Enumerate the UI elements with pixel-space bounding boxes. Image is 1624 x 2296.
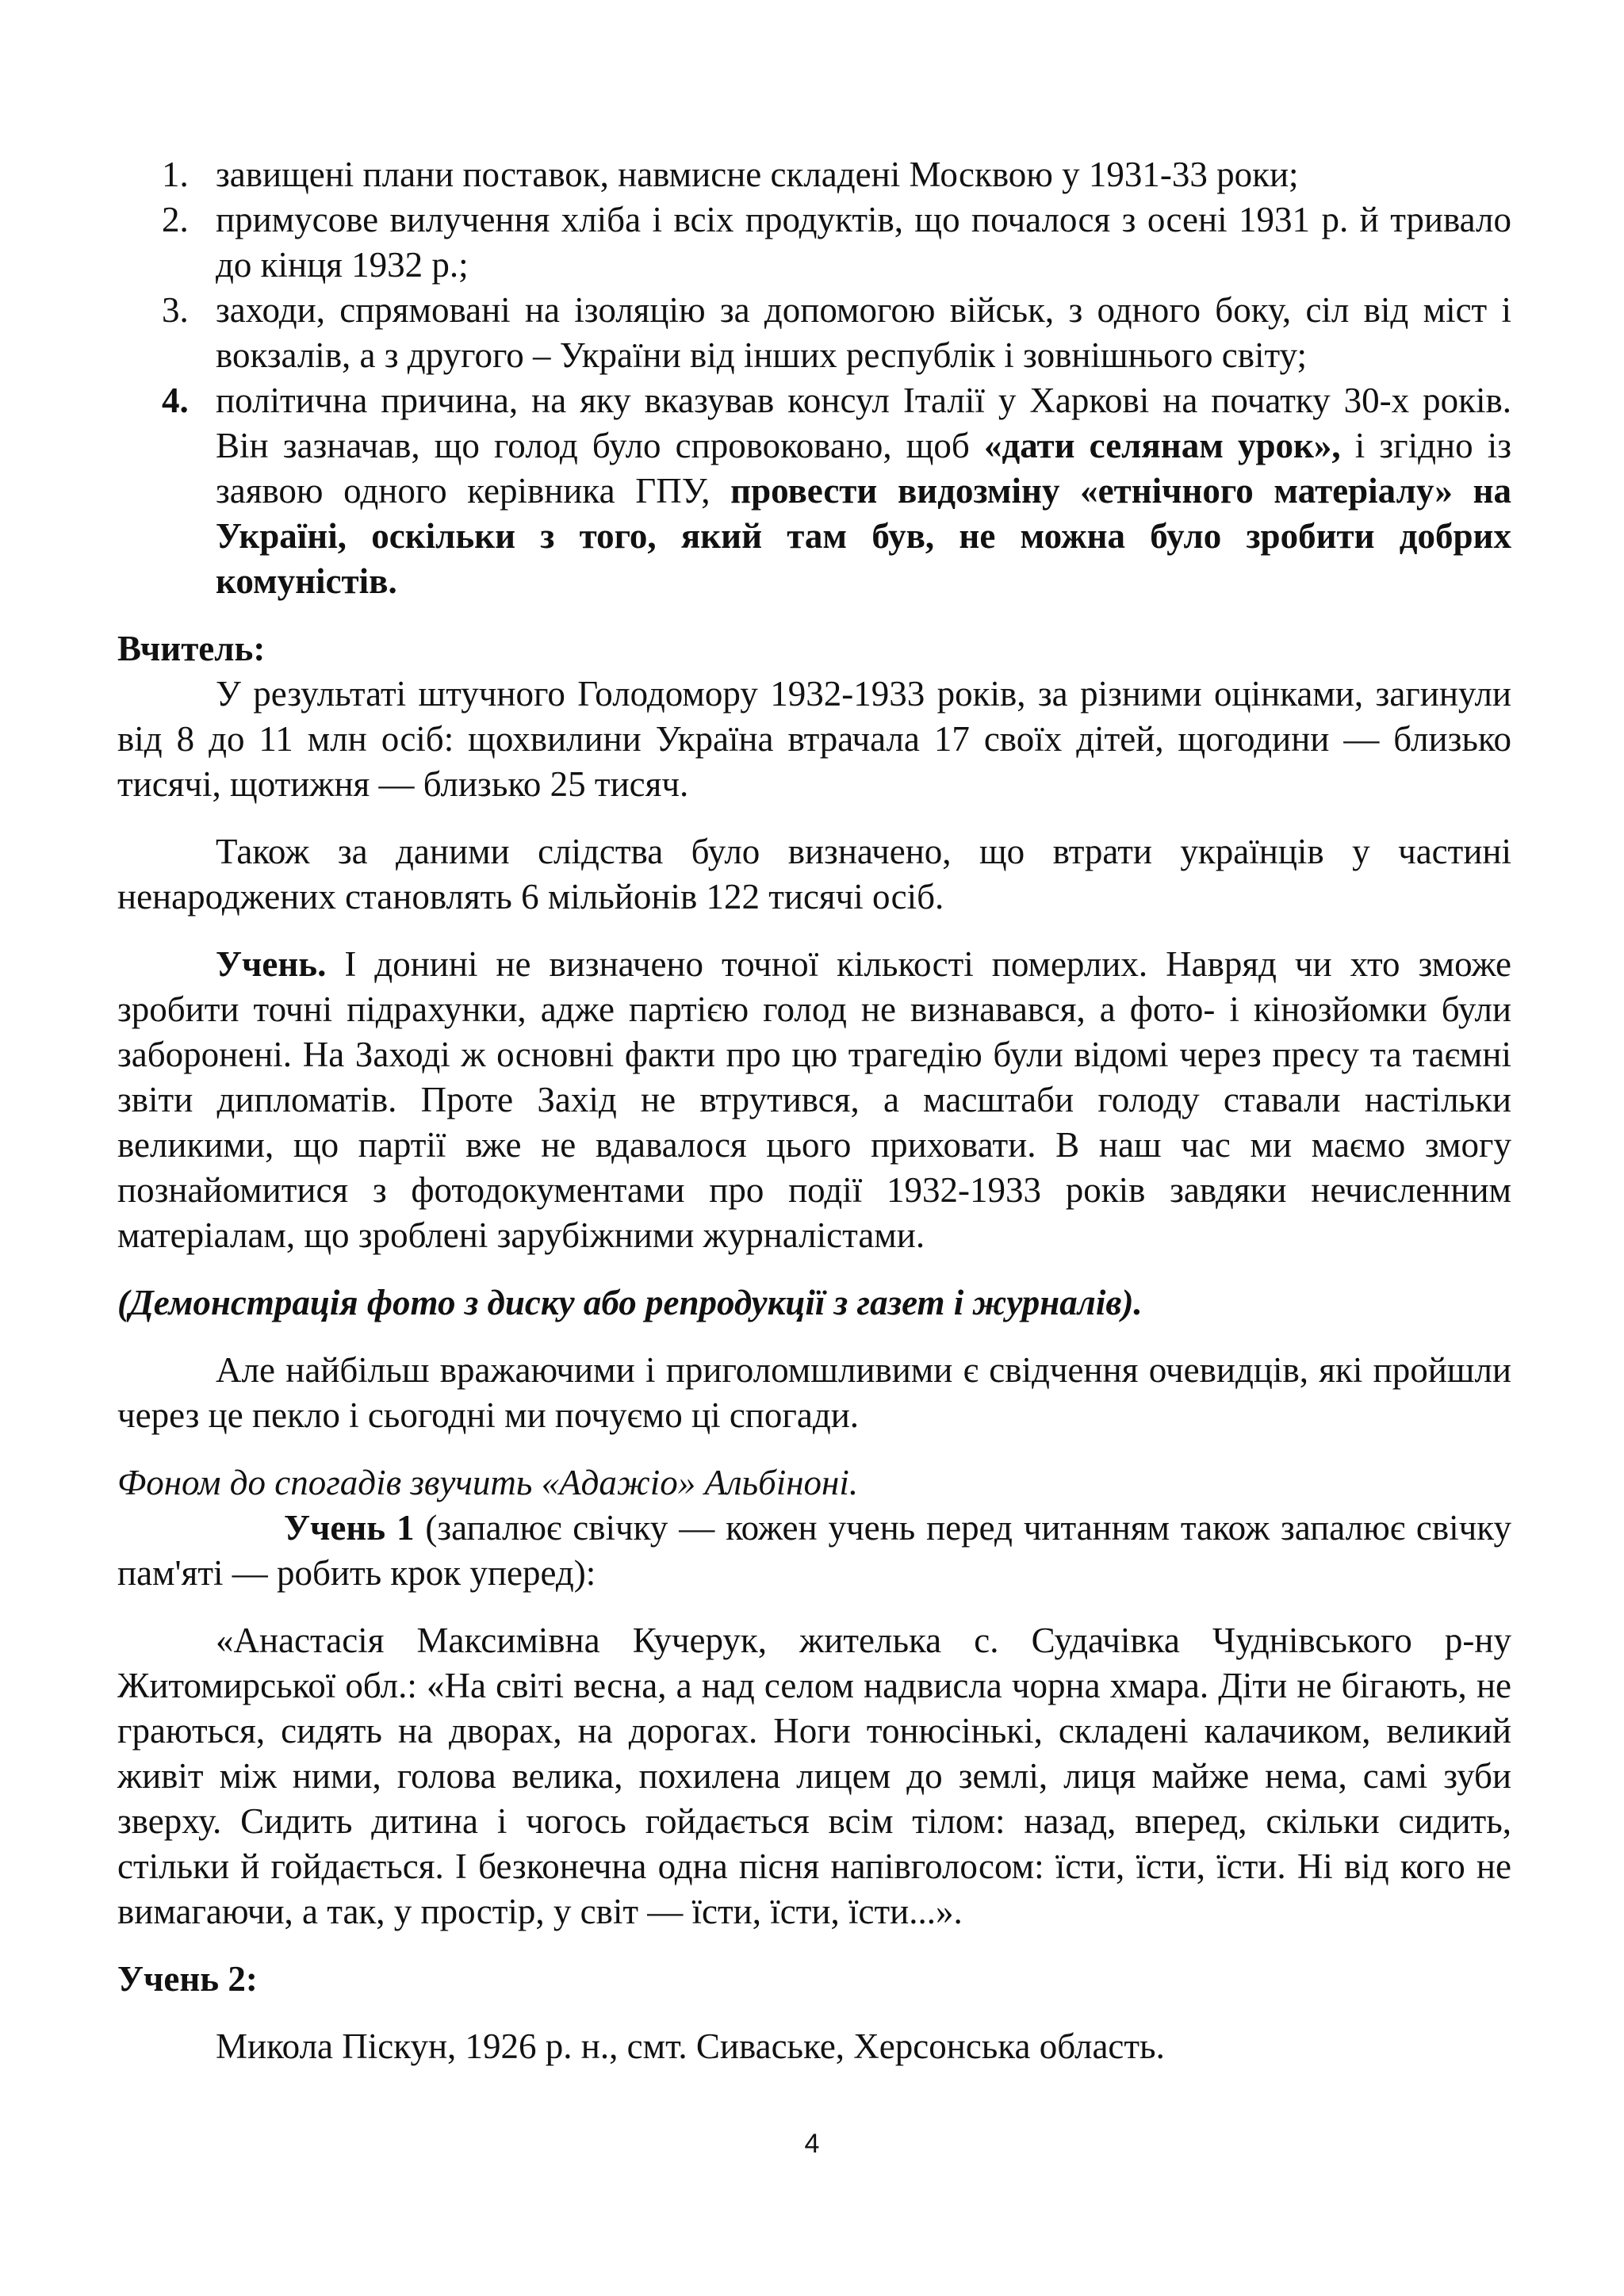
teacher-heading: Вчитель: bbox=[117, 629, 266, 668]
teacher-paragraph: У результаті штучного Голодомору 1932-1933 років, за різними оцінками, загинули від 8 до 11 млн осіб: щохвилини Україна втрачала 17 своїх дітей, щогодини — близько тисячі, щотижня — близько 25 тисяч. bbox=[117, 674, 1511, 804]
page-content bbox=[117, 152, 1511, 2069]
list-text: примусове вилучення хліба і всіх продуктів, що почалося з осені 1931 р. й тривало до кінця 1932 р.; bbox=[216, 200, 1511, 285]
list-text: політична причина, на яку вказував консул Італії у Харкові на початку 30-х років. Він зазначав, що голод було спровоковано, щоб bbox=[216, 381, 1511, 465]
list-number: 2. bbox=[162, 200, 189, 239]
student-paragraph bbox=[117, 942, 1511, 1258]
student-text: І донині не визначено точної кількості померлих. Навряд чи хто зможе зробити точні підрахунки, адже партією голод не визнавався, а фото- і кінозйомки були заборонені. На Заході ж основні факти про цю трагедію були відомі через пресу та таємні звіти дипломатів. Проте Захід не втрутився, а масштаби голоду ставали настільки великими, що партії вже не вдавалося цього приховати. В наш час ми маємо змогу познайомитися з фотодокументами про події 1932-1933 років завдяки нечисленним матеріалам, що зроблені зарубіжними журналістами. bbox=[117, 944, 1511, 1255]
testimony-intro: Але найбільш вражаючими і приголомшливими є свідчення очевидців, які пройшли через це пекло і сьогодні ми почуємо ці спогади. bbox=[117, 1350, 1511, 1435]
student2-text: Микола Піскун, 1926 р. н., смт. Сиваське, Херсонська область. bbox=[216, 2026, 1165, 2066]
list-item bbox=[117, 197, 1511, 288]
list-text: і згідно із заявою одного керівника ГПУ, bbox=[216, 426, 1511, 511]
demo-note: (Демонстрація фото з диску або репродукції з газет і журналів). bbox=[117, 1283, 1143, 1322]
list-text-bold: «дати селянам урок», bbox=[983, 426, 1341, 465]
list-text-bold: провести видозміну «етнічного матеріалу» на Україні, оскільки з того, який там був, не можна було зробити добрих комуністів. bbox=[216, 471, 1512, 601]
list-number: 4. bbox=[162, 381, 189, 420]
list-text: завищені плани поставок, навмисне складені Москвою у 1931-33 роки; bbox=[216, 155, 1299, 194]
teacher-paragraph: Також за даними слідства було визначено, що втрати українців у частині ненароджених становлять 6 мільйонів 122 тисячі осіб. bbox=[117, 832, 1511, 916]
list-item bbox=[117, 288, 1511, 378]
list-number: 1. bbox=[162, 155, 189, 194]
list-number: 3. bbox=[162, 290, 189, 330]
student1-text: (запалює свічку — кожен учень перед читанням також запалює свічку пам'яті — робить крок уперед): bbox=[117, 1508, 1511, 1593]
list-item bbox=[117, 378, 1511, 604]
testimony-quote: «Анастасія Максимівна Кучерук, жителька с. Судачівка Чуднівського р-ну Житомирської обл.: «На світі весна, а над селом надвисла чорна хмара. Діти не бігають, не граються, сидять на дворах, на дорогах. Ноги тонюсінькі, складені калачиком, великий живіт між ними, голова велика, похилена лицем до землі, лиця майже нема, самі зуби зверху. Сидить дитина і чогось гойдається всім тілом: назад, вперед, скільки сидить, стільки й гойдається. І безконечна одна пісня напівголосом: їсти, їсти, їсти. Ні від кого не вимагаючи, а так, у простір, у світ — їсти, їсти, їсти...». bbox=[117, 1621, 1511, 1931]
student-label: Учень. bbox=[216, 944, 327, 984]
student2-heading: Учень 2: bbox=[117, 1959, 258, 1999]
causes-list bbox=[117, 152, 1511, 604]
student1-label: Учень 1 bbox=[284, 1508, 415, 1548]
music-note: Фоном до спогадів звучить «Адажіо» Альбіноні. bbox=[117, 1463, 859, 1502]
list-item bbox=[117, 152, 1511, 197]
student1-paragraph bbox=[117, 1506, 1511, 1596]
page-number: 4 bbox=[804, 2129, 820, 2159]
list-text: заходи, спрямовані на ізоляцію за допомогою військ, з одного боку, сіл від міст і вокзалів, а з другого – України від інших республік і зовнішнього світу; bbox=[216, 290, 1511, 375]
